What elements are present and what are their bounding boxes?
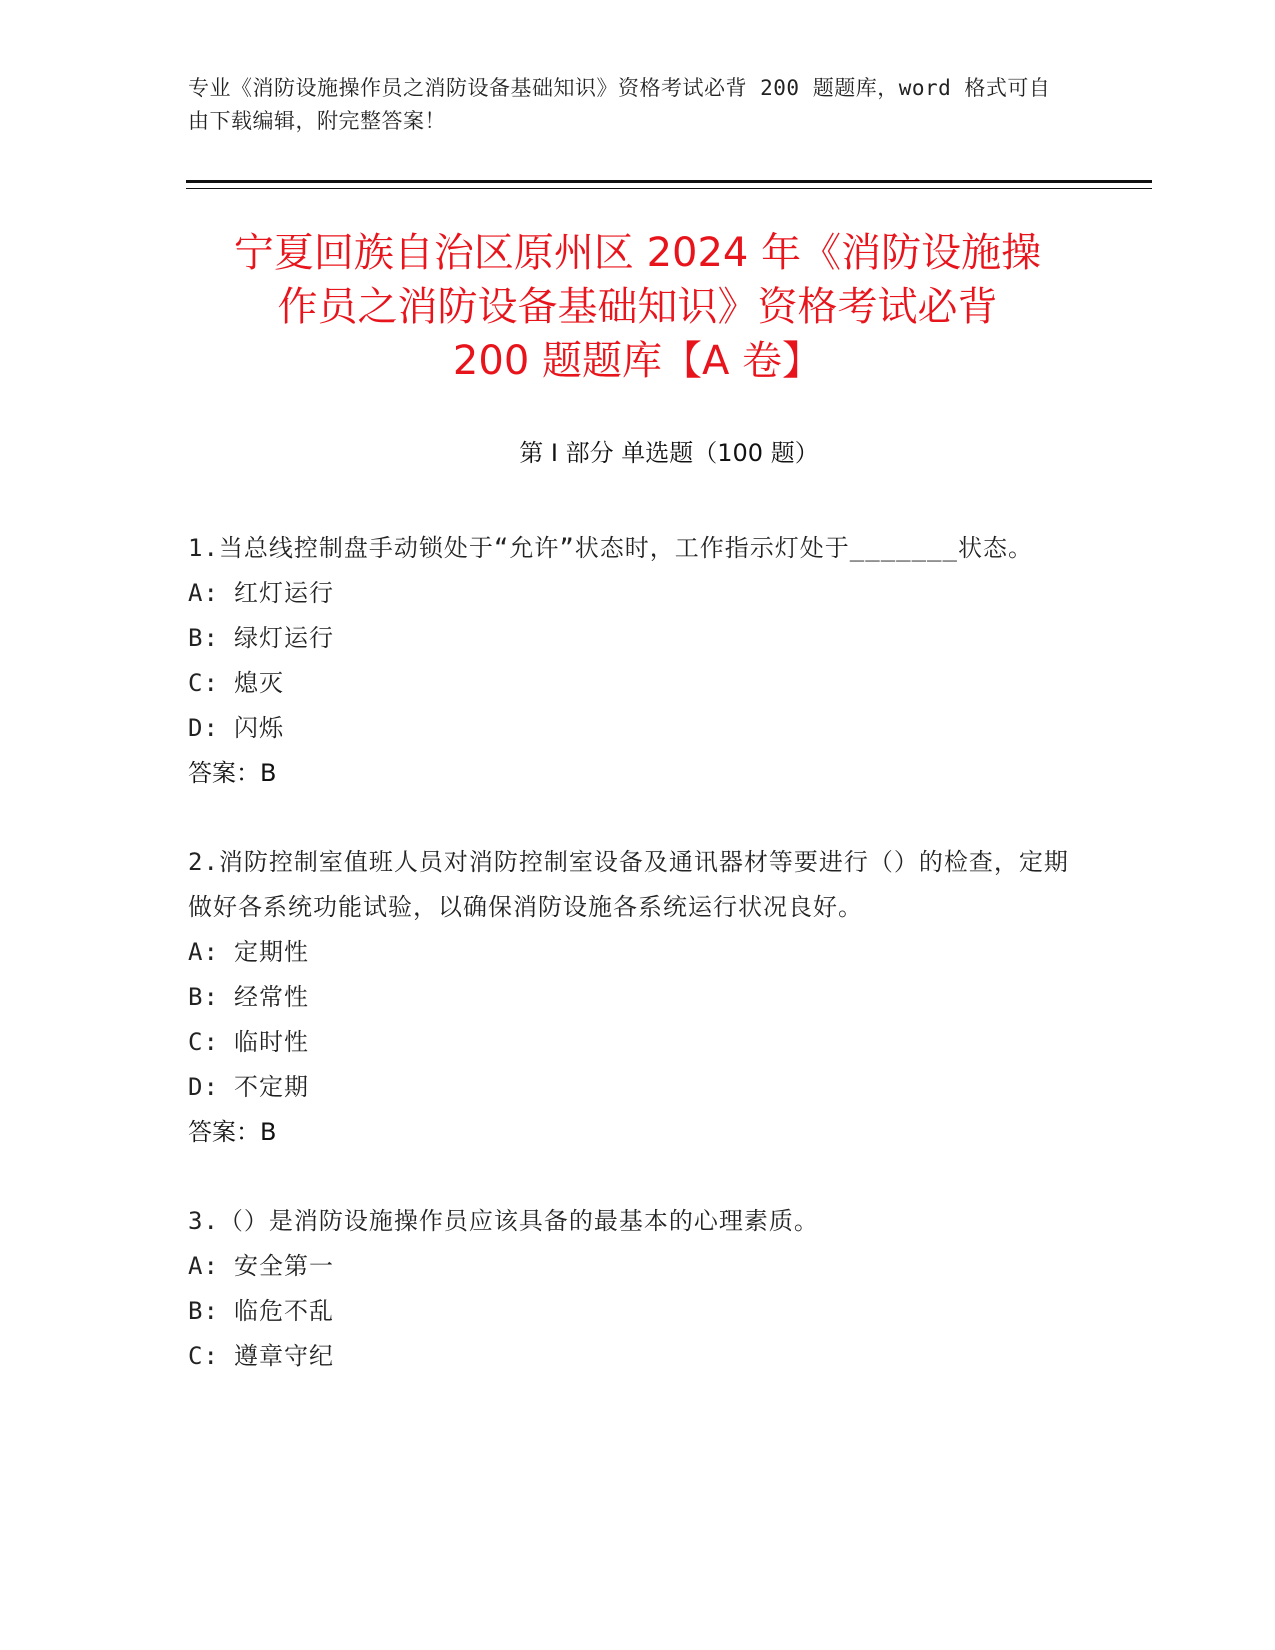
option-key: D: xyxy=(188,714,219,742)
option-a xyxy=(188,930,1078,975)
option-key: A: xyxy=(188,1252,219,1280)
option-key: C: xyxy=(188,669,219,697)
option-d xyxy=(188,706,1078,751)
answer: 答案：B xyxy=(188,1118,277,1146)
header-rule-thin xyxy=(186,188,1152,189)
question-stem: 1.当总线控制盘手动锁处于“允许”状态时，工作指示灯处于_______状态。 xyxy=(188,534,1033,562)
option-d xyxy=(188,1065,1078,1110)
option-key: D: xyxy=(188,1073,219,1101)
question-3 xyxy=(188,1199,1078,1379)
option-text: 闪烁 xyxy=(234,714,284,742)
question-list xyxy=(188,526,1078,1423)
option-text: 红灯运行 xyxy=(234,579,334,607)
option-b xyxy=(188,616,1078,661)
question-stem: 2.消防控制室值班人员对消防控制室设备及通讯器材等要进行（）的检查，定期做好各系统功能试验，以确保消防设施各系统运行状况良好。 xyxy=(188,848,1069,921)
option-text: 临危不乱 xyxy=(234,1297,334,1325)
header-rule-thick xyxy=(186,180,1152,183)
option-text: 绿灯运行 xyxy=(234,624,334,652)
option-key: B: xyxy=(188,1297,219,1325)
option-key: B: xyxy=(188,983,219,1011)
option-b xyxy=(188,975,1078,1020)
option-text: 遵章守纪 xyxy=(234,1342,334,1370)
option-a xyxy=(188,1244,1078,1289)
question-stem: 3.（）是消防设施操作员应该具备的最基本的心理素质。 xyxy=(188,1207,819,1235)
option-text: 熄灭 xyxy=(234,669,284,697)
option-text: 不定期 xyxy=(234,1073,309,1101)
option-text: 经常性 xyxy=(234,983,309,1011)
option-c xyxy=(188,1020,1078,1065)
question-2 xyxy=(188,840,1078,1155)
option-key: C: xyxy=(188,1028,219,1056)
option-a xyxy=(188,571,1078,616)
option-c xyxy=(188,1334,1078,1379)
title-line-3: 200 题题库【A 卷】 xyxy=(452,338,823,384)
document-title xyxy=(150,226,1125,388)
title-line-1: 宁夏回族自治区原州区 2024 年《消防设施操 xyxy=(233,230,1042,276)
answer: 答案：B xyxy=(188,759,277,787)
option-key: A: xyxy=(188,938,219,966)
option-key: B: xyxy=(188,624,219,652)
option-key: C: xyxy=(188,1342,219,1370)
question-1 xyxy=(188,526,1078,796)
option-text: 安全第一 xyxy=(234,1252,334,1280)
section-title: 第 I 部分 单选题（100 题） xyxy=(519,439,819,467)
option-text: 定期性 xyxy=(234,938,309,966)
title-line-2: 作员之消防设备基础知识》资格考试必背 xyxy=(277,284,998,330)
header-note: 专业《消防设施操作员之消防设备基础知识》资格考试必背 200 题题库，word 格式可自由下载编辑，附完整答案！ xyxy=(188,76,1051,133)
option-c xyxy=(188,661,1078,706)
option-key: A: xyxy=(188,579,219,607)
option-text: 临时性 xyxy=(234,1028,309,1056)
option-b xyxy=(188,1289,1078,1334)
